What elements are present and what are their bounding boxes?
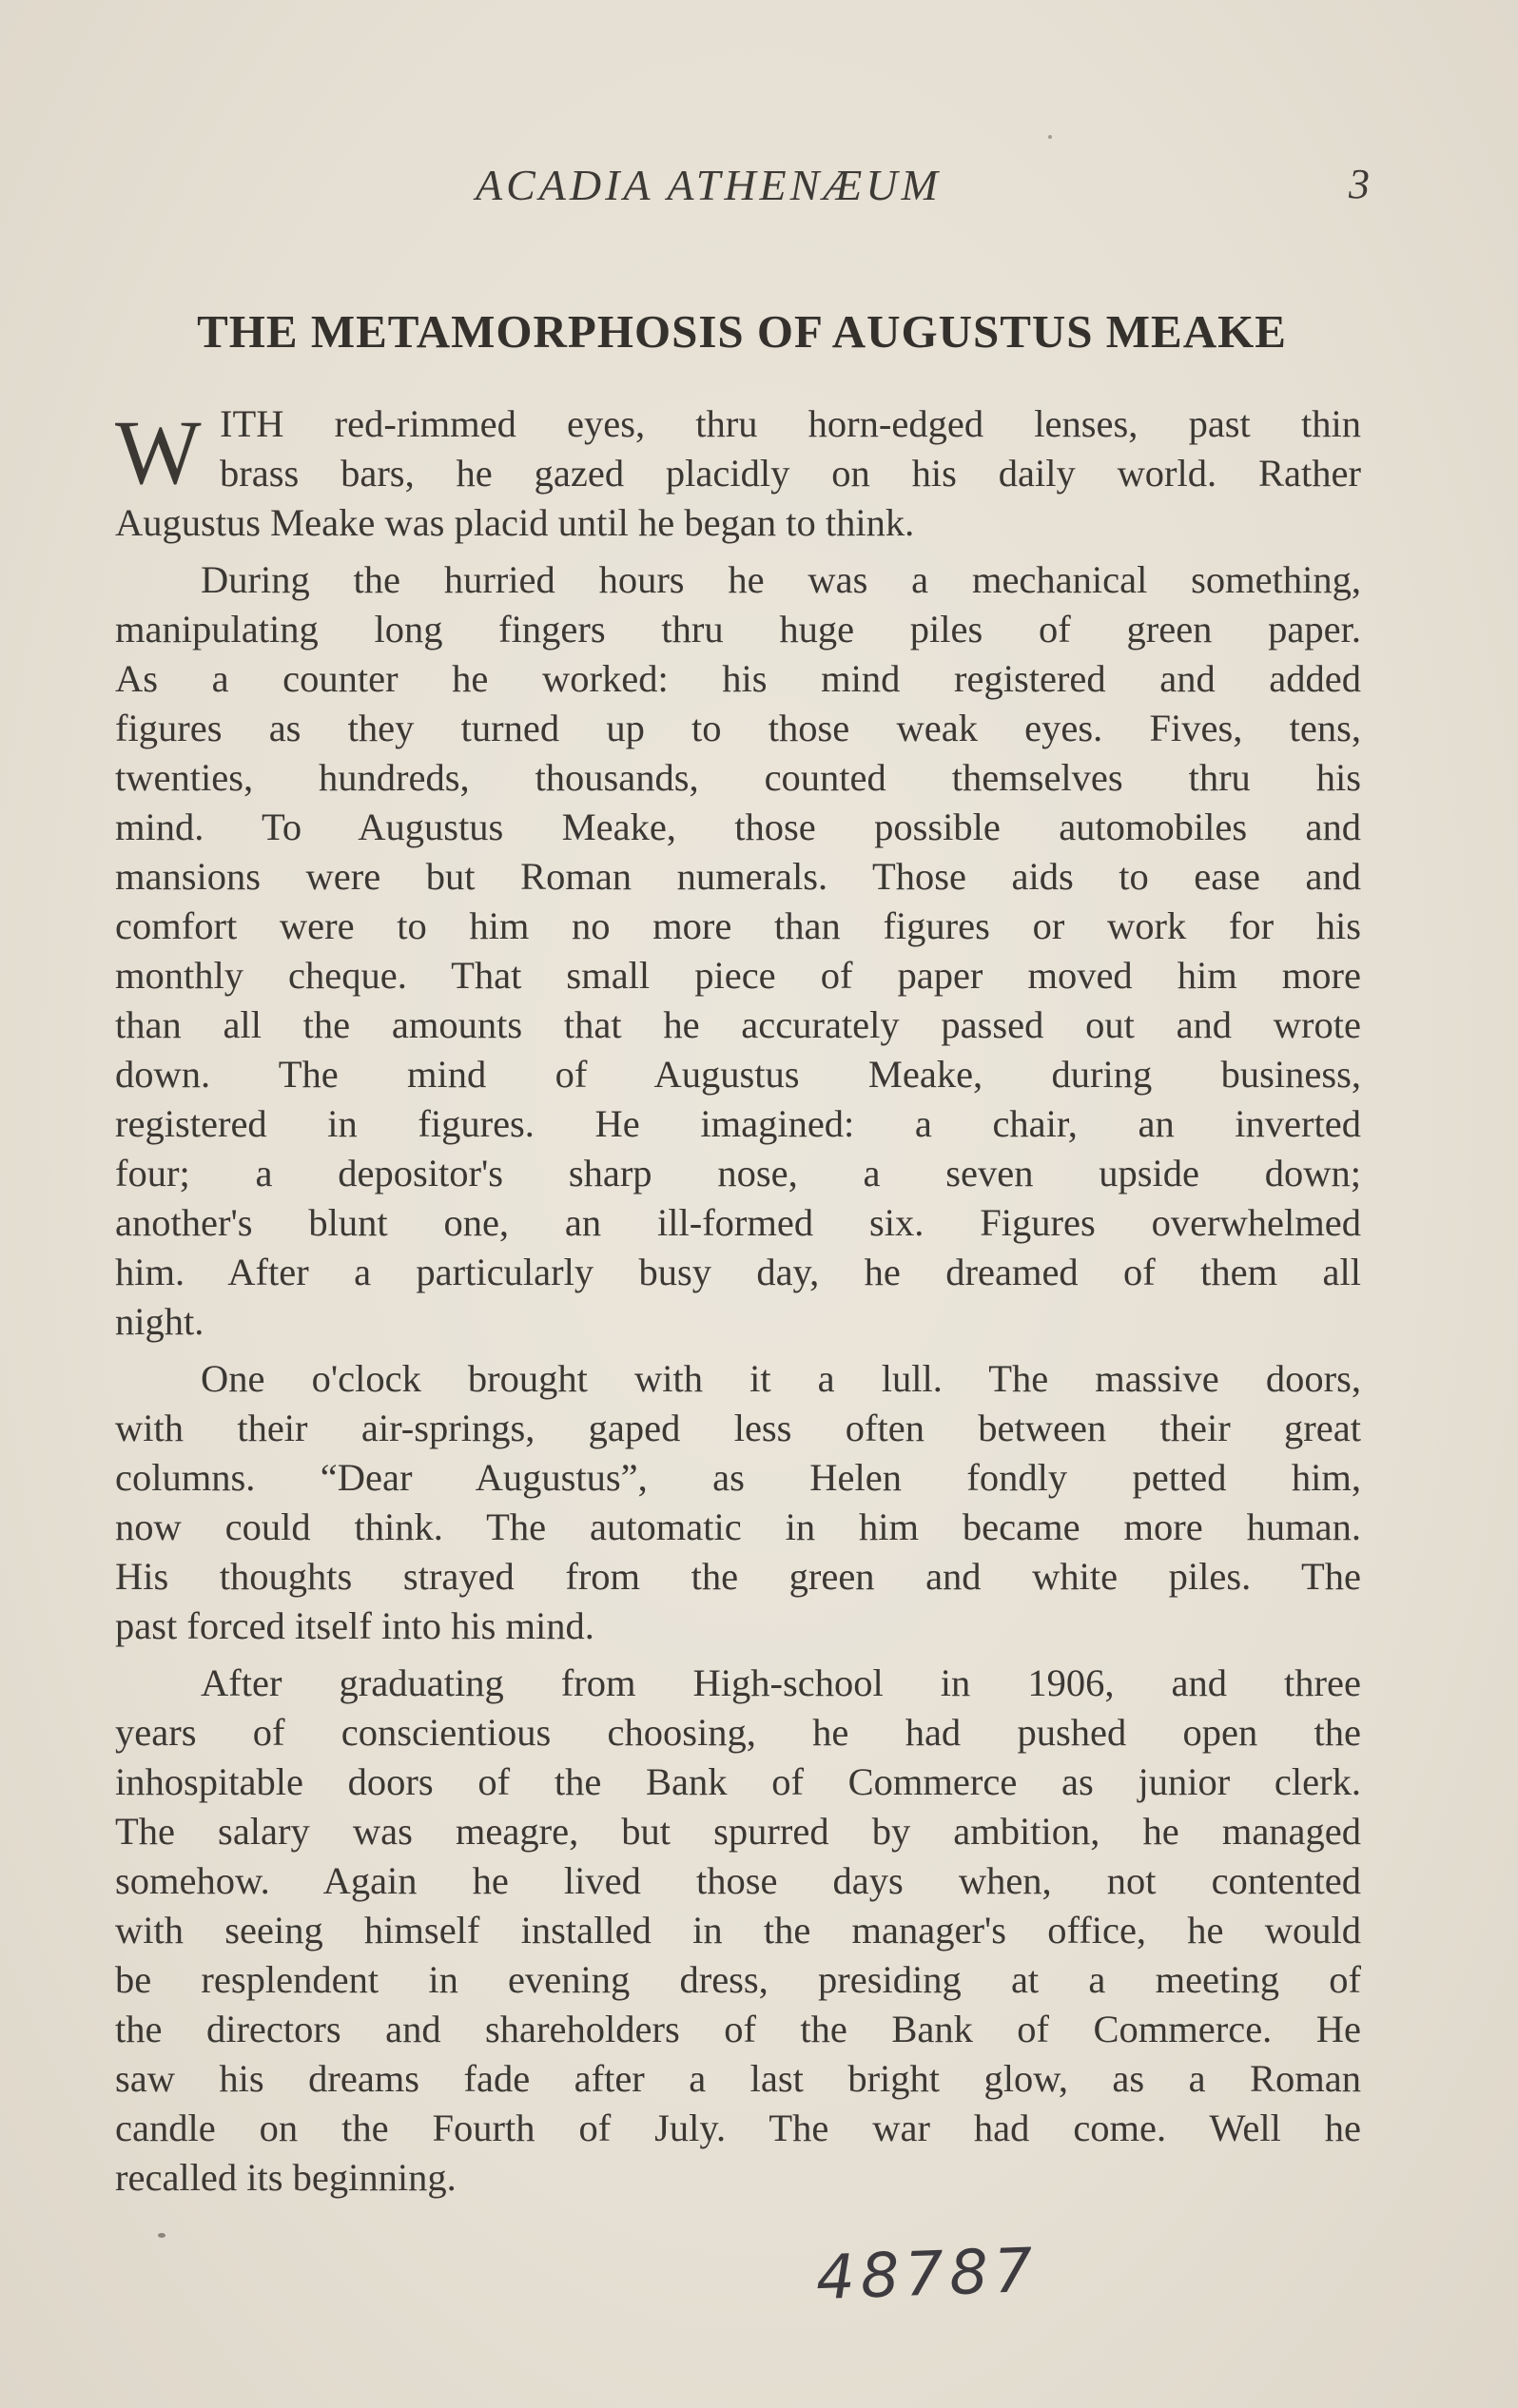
text-line: columns. “Dear Augustus”, as Helen fondly petted him, [115,1456,1361,1499]
text-line: mind. To Augustus Meake, those possible automobiles and [115,806,1361,848]
text-line: ITH red-rimmed eyes, thru horn-edged lenses, past thin [220,402,1361,445]
text-line: twenties, hundreds, thousands, counted themselves thru his [115,756,1361,799]
text-line: another's blunt one, an ill-formed six. Figures overwhelmed [115,1201,1361,1244]
text-line: with seeing himself installed in the manager's office, he would [115,1909,1361,1952]
text-line: somehow. Again he lived those days when, not contented [115,1859,1361,1902]
text-line: After graduating from High-school in 1906, and three [201,1661,1361,1704]
article-title: THE METAMORPHOSIS OF AUGUSTUS MEAKE [197,305,1287,358]
text-line: him. After a particularly busy day, he dreamed of them all [115,1251,1361,1293]
paragraph [115,1659,1361,2203]
paragraph [115,1354,1361,1651]
text-line: inhospitable doors of the Bank of Commerce as junior clerk. [115,1760,1361,1803]
page-number: 3 [1349,161,1370,207]
text-line: registered in figures. He imagined: a chair, an inverted [115,1102,1361,1145]
text-line: than all the amounts that he accurately passed out and wrote [115,1003,1361,1046]
handwritten-accession-number: 48787 [814,2235,1040,2315]
text-line: with their air-springs, gaped less often between their great [115,1407,1361,1449]
text-line: monthly cheque. That small piece of paper moved him more [115,954,1361,997]
text-line: Augustus Meake was placid until he began to think. [115,501,915,544]
text-line: As a counter he worked: his mind registered and added [115,657,1361,700]
drop-cap: W [115,401,202,503]
text-line: manipulating long fingers thru huge piles of green paper. [115,608,1361,651]
text-line: four; a depositor's sharp nose, a seven upside down; [115,1152,1361,1194]
text-line: The salary was meagre, but spurred by ambition, he managed [115,1810,1361,1853]
text-line: figures as they turned up to those weak eyes. Fives, tens, [115,707,1361,749]
text-line: His thoughts strayed from the green and white piles. The [115,1555,1361,1598]
text-line: mansions were but Roman numerals. Those aids to ease and [115,855,1361,898]
text-line: past forced itself into his mind. [115,1604,594,1647]
paragraph [115,399,1361,548]
text-line: During the hurried hours he was a mechanical something, [201,558,1361,601]
article-body [115,399,1361,2203]
text-line: now could think. The automatic in him became more human. [115,1505,1361,1548]
text-line: One o'clock brought with it a lull. The massive doors, [201,1357,1361,1400]
text-line: night. [115,1300,204,1343]
ink-speck [158,2233,165,2238]
text-line: recalled its beginning. [115,2156,457,2199]
text-line: brass bars, he gazed placidly on his daily world. Rather [220,452,1361,495]
paragraph [115,555,1361,1347]
running-header [114,160,1370,217]
text-line: down. The mind of Augustus Meake, during business, [115,1053,1361,1096]
text-line: saw his dreams fade after a last bright glow, as a Roman [115,2057,1361,2100]
text-line: comfort were to him no more than figures or work for his [115,904,1361,947]
text-line: be resplendent in evening dress, presiding at a meeting of [115,1958,1361,2001]
text-line: years of conscientious choosing, he had pushed open the [115,1711,1361,1754]
text-line: the directors and shareholders of the Bank of Commerce. He [115,2008,1361,2050]
text-line: candle on the Fourth of July. The war had come. Well he [115,2107,1361,2149]
journal-title: ACADIA ATHENÆUM [476,161,942,209]
paper-speck [1048,135,1052,139]
